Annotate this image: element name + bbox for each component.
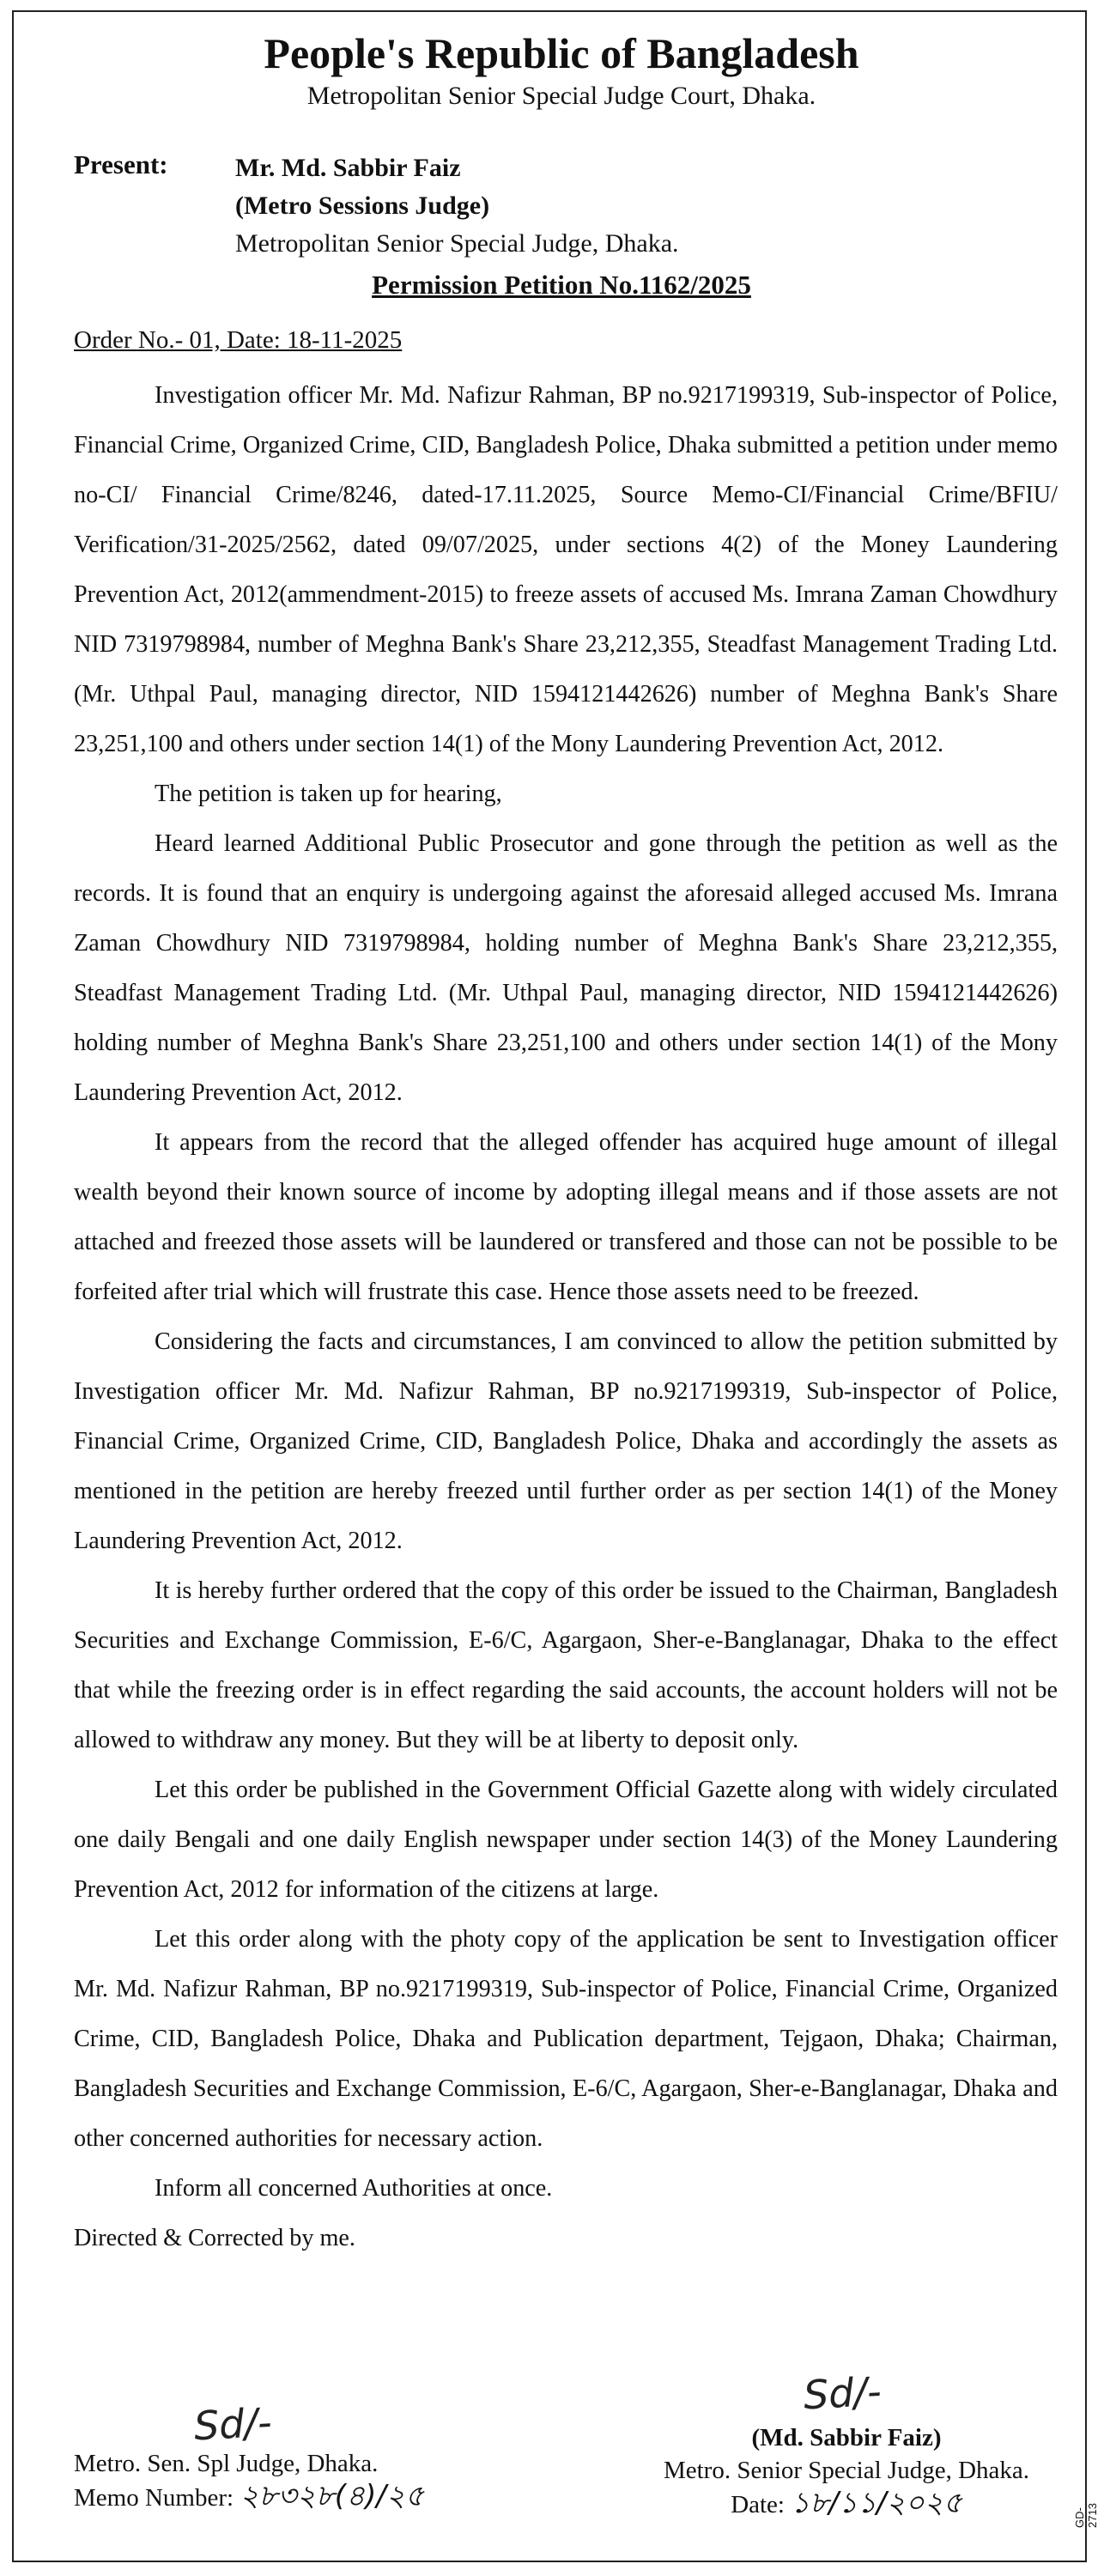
right-name: (Md. Sabbir Faiz) xyxy=(751,2424,942,2451)
petition-number xyxy=(65,268,1058,302)
paragraph-8: Let this order along with the photy copy of the application be sent to Investigation officer Mr. Md. Nafizur Rahman, BP no.9217199319, Sub-inspector of Police, Financial Crime, Organized Crime, CID, Bangladesh Police, Dhaka and Publication department, Tejgaon, Dhaka; Chairman, Bangladesh Securities and Exchange Commission, E-6/C, Agargaon, Sher-e-Banglanagar, Dhaka and other concerned authorities for necessary action. xyxy=(74,1926,1058,2152)
paragraph-3: Heard learned Additional Public Prosecutor and gone through the petition as well as the records. It is found that an enquiry is undergoing against the aforesaid alleged accused Ms. Imrana Zaman Chowdhury NID 7319798984, holding number of Meghna Bank's Share 23,212,355, Steadfast Management Trading Ltd. (Mr. Uthpal Paul, managing director, NID 1594121442626) holding number of Meghna Bank's Share 23,251,100 and others under section 14(1) of the Mony Laundering Prevention Act, 2012. xyxy=(74,830,1058,1106)
paragraph-9: Inform all concerned Authorities at once. xyxy=(155,2175,553,2202)
right-signature: Sd/- xyxy=(802,2367,883,2419)
right-signature-block xyxy=(632,2421,1061,2521)
judge-role: (Metro Sessions Judge) xyxy=(235,191,490,220)
date-handwritten: ১৮/১১/২০২৫ xyxy=(791,2486,962,2520)
paragraph-7: Let this order be published in the Government Official Gazette along with widely circulated one daily Bengali and one daily English newspaper under section 14(3) of the Money Laundering Prevention Act, 2012 for information of the citizens at large. xyxy=(74,1777,1058,1903)
paragraph-2: The petition is taken up for hearing, xyxy=(155,781,502,807)
memo-label: Memo Number: xyxy=(74,2484,234,2512)
present-block xyxy=(235,149,679,263)
document-frame xyxy=(12,10,1099,2562)
date-label: Date: xyxy=(731,2491,785,2518)
memo-line xyxy=(74,2480,424,2514)
court-name: Metropolitan Senior Special Judge Court, Dhaka. xyxy=(306,82,816,110)
right-designation: Metro. Senior Special Judge, Dhaka. xyxy=(663,2457,1030,2484)
side-code: GD-2713 xyxy=(1073,2503,1099,2528)
document-title: People's Republic of Bangladesh xyxy=(264,29,859,77)
date-line xyxy=(632,2487,1061,2521)
judge-designation: Metropolitan Senior Special Judge, Dhaka. xyxy=(235,229,679,258)
order-number-date: Order No.- 01, Date: 18-11-2025 xyxy=(74,326,403,354)
order-body xyxy=(74,371,1058,2263)
judge-name: Mr. Md. Sabbir Faiz xyxy=(235,154,461,182)
paragraph-5: Considering the facts and circumstances, I am convinced to allow the petition submitted by Investigation officer Mr. Md. Nafizur Rahman, BP no.9217199319, Sub-inspector of Police, Financial Crime, Organized Crime, CID, Bangladesh Police, Dhaka and accordingly the assets as mentioned in the petition are hereby freezed until further order as per section 14(1) of the Money Laundering Prevention Act, 2012. xyxy=(74,1328,1058,1554)
paragraph-4: It appears from the record that the alleged offender has acquired huge amount of illegal wealth beyond their known source of income by adopting illegal means and if those assets are not attached and freezed those assets will be laundered or transfered and those can not be possible to be forfeited after trial which will frustrate this case. Hence those assets need to be freezed. xyxy=(74,1129,1058,1305)
memo-number-handwritten: ২৮৩২৮(৪)/২৫ xyxy=(240,2479,424,2513)
directed-line: Directed & Corrected by me. xyxy=(74,2225,355,2251)
left-signature: Sd/- xyxy=(192,2398,273,2450)
paragraph-6: It is hereby further ordered that the copy of this order be issued to the Chairman, Bangladesh Securities and Exchange Commission, E-6/C, Agargaon, Sher-e-Banglanagar, Dhaka to the effect that while the freezing order is in effect regarding the said accounts, the account holders will not be allowed to withdraw any money. But they will be at liberty to deposit only. xyxy=(74,1577,1058,1753)
petition-number-text: Permission Petition No.1162/2025 xyxy=(372,270,751,300)
left-signature-block xyxy=(74,2447,424,2514)
paragraph-1: Investigation officer Mr. Md. Nafizur Rahman, BP no.9217199319, Sub-inspector of Police, Financial Crime, Organized Crime, CID, Bangladesh Police, Dhaka submitted a petition under memo no-CI/ Financial Crime/8246, dated-17.11.2025, Source Memo-CI/Financial Crime/BFIU/ Verification/31-2025/2562, dated 09/07/2025, under sections 4(2) of the Money Laundering Prevention Act, 2012(ammendment-2015) to freeze assets of accused Ms. Imrana Zaman Chowdhury NID 7319798984, number of Meghna Bank's Share 23,212,355, Steadfast Management Trading Ltd. (Mr. Uthpal Paul, managing director, NID 1594121442626) number of Meghna Bank's Share 23,251,100 and others under section 14(1) of the Mony Laundering Prevention Act, 2012. xyxy=(74,382,1058,757)
present-label: Present: xyxy=(74,149,168,179)
left-designation: Metro. Sen. Spl Judge, Dhaka. xyxy=(74,2450,379,2477)
